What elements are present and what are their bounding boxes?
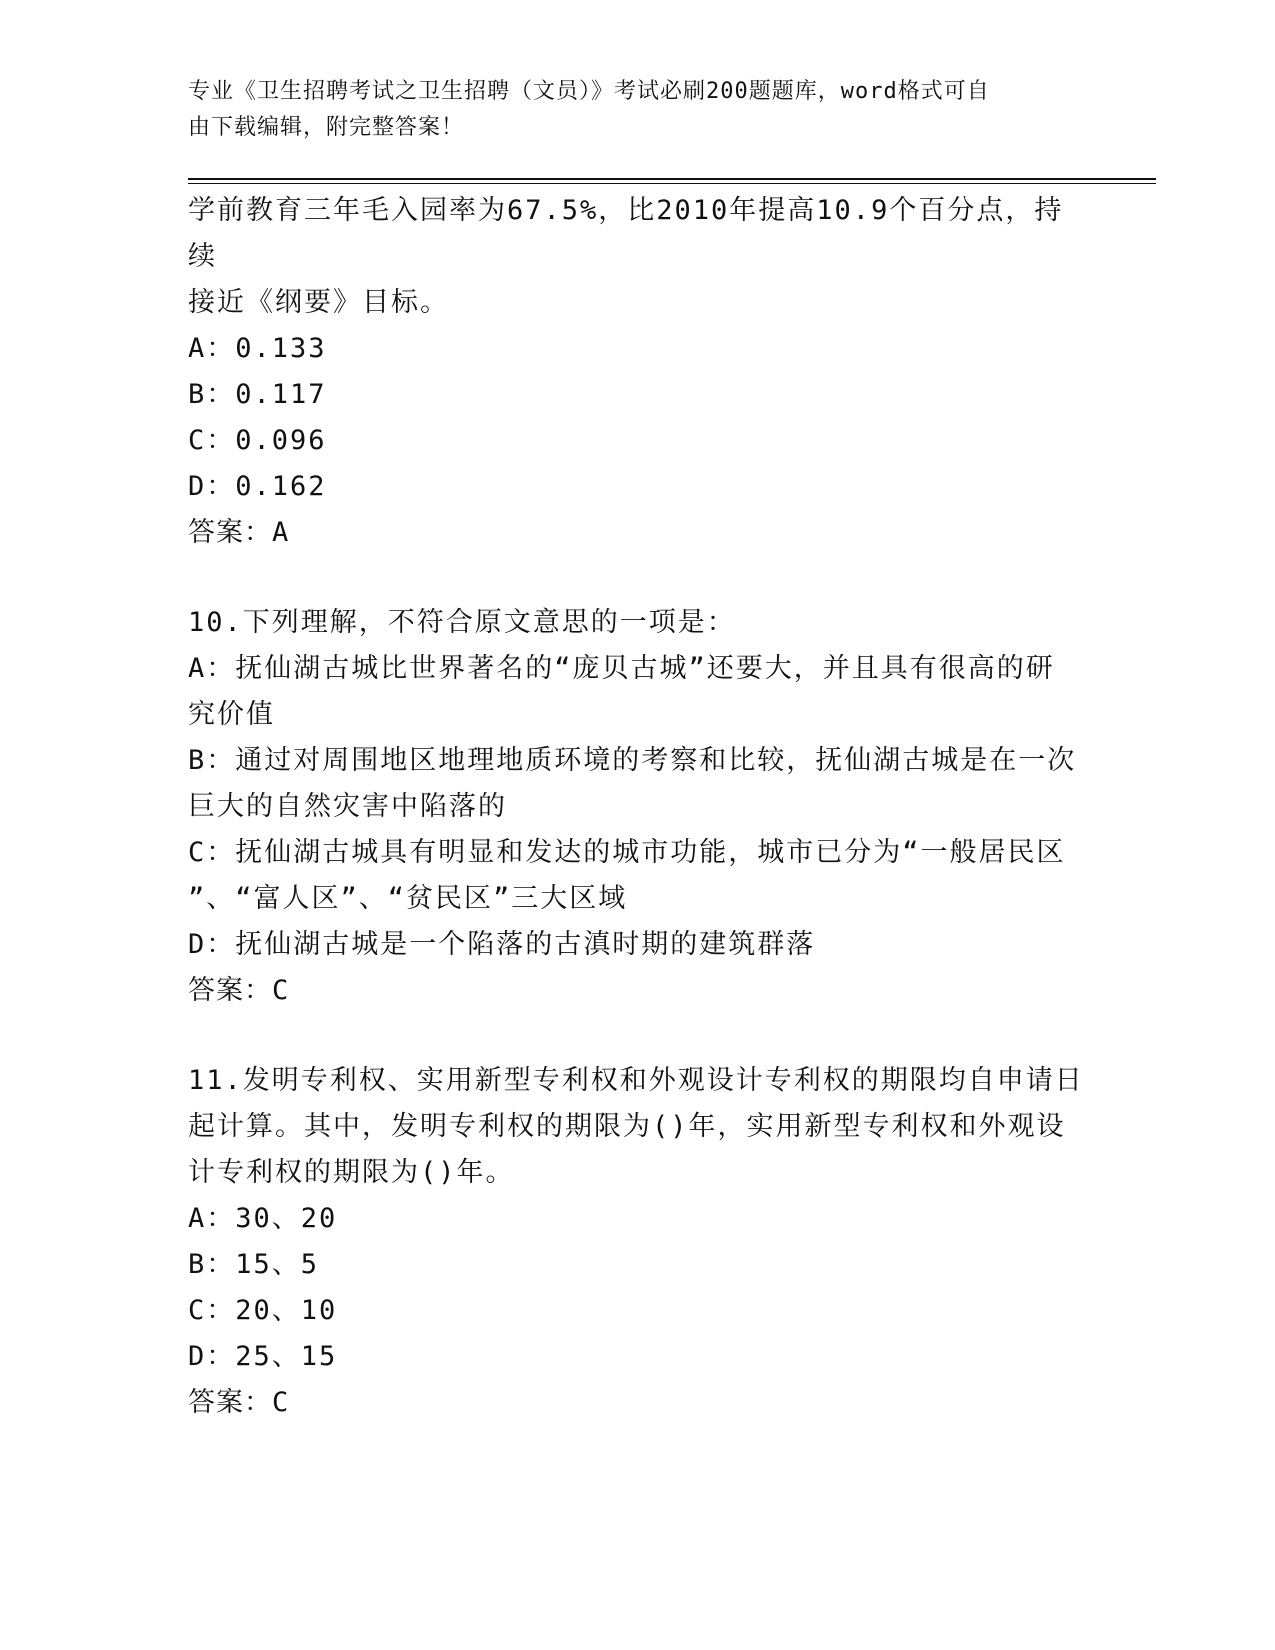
answer-line: 答案：C (188, 1387, 290, 1418)
header-rule-thick (188, 178, 1156, 180)
question-9 (188, 188, 1088, 556)
option-b-continued: 巨大的自然灾害中陷落的 (188, 791, 507, 822)
option-c: C：0.096 (188, 425, 327, 456)
document-body (188, 188, 1088, 1426)
option-a: A：抚仙湖古城比世界著名的“庞贝古城”还要大，并且具有很高的研 (188, 653, 1055, 684)
header-rule-thin (188, 183, 1156, 184)
header-line-2: 由下载编辑，附完整答案！ (188, 115, 465, 140)
option-b: B：通过对周围地区地理地质环境的考察和比较，抚仙湖古城是在一次 (188, 745, 1077, 776)
answer-line: 答案：C (188, 975, 290, 1006)
option-c: C：抚仙湖古城具有明显和发达的城市功能，城市已分为“一般居民区 (188, 837, 1066, 868)
question-stem: 10.下列理解，不符合原文意思的一项是： (188, 607, 736, 638)
spacer (188, 556, 1088, 600)
header-line-1: 专业《卫生招聘考试之卫生招聘（文员）》考试必刷200题题库，word格式可自 (188, 79, 990, 104)
option-d: D：25、15 (188, 1341, 338, 1372)
option-d: D：抚仙湖古城是一个陷落的古滇时期的建筑群落 (188, 929, 816, 960)
option-d: D：0.162 (188, 471, 327, 502)
question-stem-line: 接近《纲要》目标。 (188, 287, 449, 318)
question-11 (188, 1058, 1088, 1426)
option-b: B：15、5 (188, 1249, 320, 1280)
question-10 (188, 600, 1088, 1014)
question-stem-line: 学前教育三年毛入园率为67.5%，比2010年提高10.9个百分点，持续 (188, 195, 1064, 272)
option-b: B：0.117 (188, 379, 327, 410)
option-a: A：0.133 (188, 333, 327, 364)
question-stem-line: 计专利权的期限为()年。 (188, 1157, 515, 1188)
document-header (188, 74, 1068, 146)
option-c: C：20、10 (188, 1295, 338, 1326)
answer-line: 答案：A (188, 517, 290, 548)
question-stem-line: 11.发明专利权、实用新型专利权和外观设计专利权的期限均自申请日 (188, 1065, 1084, 1096)
option-a: A：30、20 (188, 1203, 338, 1234)
question-stem-line: 起计算。其中，发明专利权的期限为()年，实用新型专利权和外观设 (188, 1111, 1066, 1142)
spacer (188, 1014, 1088, 1058)
option-c-continued: ”、“富人区”、“贫民区”三大区域 (188, 883, 628, 914)
option-a-continued: 究价值 (188, 699, 275, 730)
